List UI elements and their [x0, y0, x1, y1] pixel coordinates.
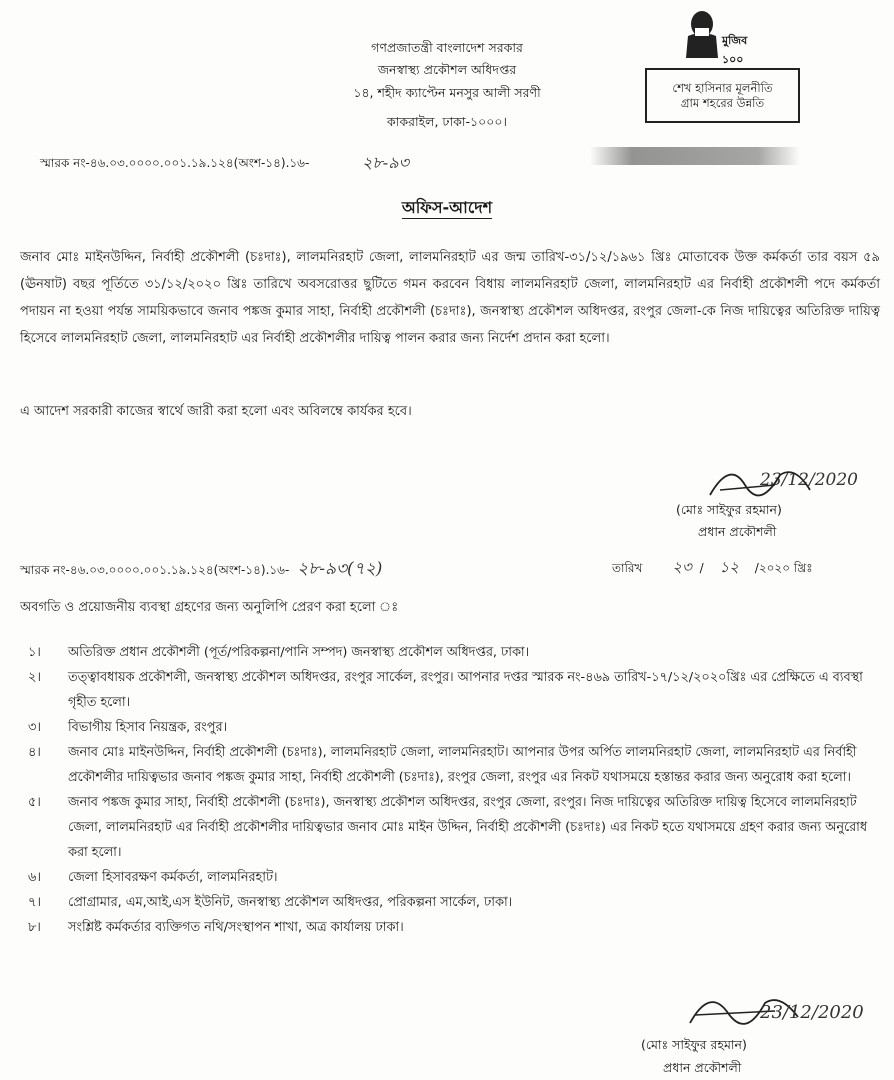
stamp-line-1: শেখ হাসিনার মূলনীতি: [672, 80, 773, 95]
slogan-stamp: [645, 68, 800, 123]
signature-2-designation: প্রধান প্রকৌশলী: [663, 1060, 742, 1075]
date-day-hand: ২৩: [672, 558, 692, 576]
list-item: ৪। জনাব মোঃ মাইনউদ্দিন, নির্বাহী প্রকৌশলী (চঃদাঃ), লালমনিরহাট জেলা, লালমনিরহাট। আপনার উপর অর্পিত লালমনিরহাট জেলা, লালমনিরহাট এর নির্বাহী প্রকৌশলীর দায়িত্বভার জনাব পঙ্কজ কুমার সাহা, নির্বাহী প্রকৌশলী (চঃদাঃ), রংপুর জেলা, রংপুর এর নিকট যথাসময়ে হস্তান্তর করার জন্য অনুরোধ করা হলো।: [28, 745, 857, 785]
header-govt: গণপ্রজাতন্ত্রী বাংলাদেশ সরকার: [371, 40, 523, 55]
cc-list: [22, 640, 882, 940]
document-title: অফিস-আদেশ: [401, 198, 493, 217]
header-address-1: ১৪, শহীদ ক্যাপ্টেন মনসুর আলী সরণী: [353, 85, 541, 100]
signature-1-date: 23/12/2020: [760, 470, 858, 490]
header-department: জনস্বাস্থ্য প্রকৌশল অধিদপ্তর: [377, 62, 517, 77]
list-item: ৩। বিভাগীয় হিসাব নিয়ন্ত্রক, রংপুর।: [28, 720, 228, 735]
list-item: ৬। জেলা হিসাবরক্ষণ কর্মকর্তা, লালমনিরহাট।: [28, 870, 278, 885]
signature-1-scribble: [700, 455, 840, 505]
logo-text: মুজিব ১০০: [722, 34, 748, 66]
list-item: ২। তত্ত্বাবধায়ক প্রকৌশলী, জনস্বাস্থ্য প্রকৌশল অধিদপ্তর, রংপুর সার্কেল, রংপুর। আপনার দপ্তর স্মারক নং-৪৬৯ তারিখ-১৭/১২/২০২০খ্রিঃ এর প্রেক্ষিতে এ ব্যবস্থা গৃহীত হলো।: [28, 670, 863, 710]
date-row: তারিখ ২৩ / ১২ /২০২০ খ্রিঃ: [612, 558, 813, 576]
redaction-blur: [590, 147, 800, 165]
signature-2-date: 23/12/2020: [760, 1002, 864, 1023]
signature-1-designation: প্রধান প্রকৌশলী: [698, 524, 777, 539]
list-item: ৮। সংশ্লিষ্ট কর্মকর্তার ব্যক্তিগত নথি/সংস্থাপন শাখা, অত্র কার্যালয় ঢাকা।: [28, 920, 404, 935]
memo-top-handwritten: ২৮-৯৩: [362, 153, 409, 172]
order-statement: এ আদেশ সরকারী কাজের স্বার্থে জারী করা হলো এবং অবিলম্বে কার্যকর হবে।: [20, 404, 412, 419]
list-item: ১। অতিরিক্ত প্রধান প্রকৌশলী (পূর্ত/পরিকল্পনা/পানি সম্পদ) জনস্বাস্থ্য প্রকৌশল অধিদপ্তর, ঢাকা।: [28, 645, 530, 660]
signature-1-name: (মোঃ সাইফুর রহমান): [676, 502, 782, 517]
memo-number-bottom: স্মারক নং-৪৬.০৩.০০০০.০০১.১৯.১২৪(অংশ-১৪).১৬- ২৮-৯৩(৭২): [20, 559, 383, 579]
mujib100-logo: [680, 6, 770, 66]
header-address-2: কাকরাইল, ঢাকা-১০০০।: [387, 114, 507, 129]
cc-intro: অবগতি ও প্রয়োজনীয় ব্যবস্থা গ্রহণের জন্য অনুলিপি প্রেরণ করা হলো ঃ: [20, 600, 399, 615]
list-item: ৭। প্রোগ্রামার, এম,আই,এস ইউনিট, জনস্বাস্থ্য প্রকৌশল অধিদপ্তর, পরিকল্পনা সার্কেল, ঢাকা।: [28, 895, 513, 910]
signature-2-name: (মোঃ সাইফুর রহমান): [641, 1037, 747, 1052]
list-item: ৫। জনাব পঙ্কজ কুমার সাহা, নির্বাহী প্রকৌশলী (চঃদাঃ), জনস্বাস্থ্য প্রকৌশল অধিদপ্তর, রংপুর জেলা, রংপুর। নিজ দায়িত্বের অতিরিক্ত দায়িত্ব হিসেবে লালমনিরহাট জেলা, লালমনিরহাট এর নির্বাহী প্রকৌশলীর দায়িত্বভার জনাব মোঃ মাইন উদ্দিন, নির্বাহী প্রকৌশলী (চঃদাঃ) এর নিকট হতে যথাসময়ে গ্রহণ করার জন্য অনুরোধ করা হলো।: [28, 795, 868, 860]
memo-number-top: স্মারক নং-৪৬.০৩.০০০০.০০১.১৯.১২৪(অংশ-১৪).১৬-: [40, 156, 310, 170]
body-paragraph: জনাব মোঃ মাইনউদ্দিন, নির্বাহী প্রকৌশলী (চঃদাঃ), লালমনিরহাট জেলা, লালমনিরহাট এর জন্ম তারিখ-৩১/১২/১৯৬১ খ্রিঃ মোতাবেক উক্ত কর্মকর্তা তার বয়স ৫৯ (ঊনষাট) বছর পূর্তিতে ৩১/১২/২০২০ খ্রিঃ তারিখে অবসরোত্তর ছুটিতে গমন করবেন বিধায় লালমনিরহাট জেলা, লালমনিরহাট এর নির্বাহী প্রকৌশলী পদে কর্মকর্তা পদায়ন না হওয়া পর্যন্ত সাময়িকভাবে জনাব পঙ্কজ কুমার সাহা, নির্বাহী প্রকৌশলী (চঃদাঃ), জনস্বাস্থ্য প্রকৌশল অধিদপ্তর, রংপুর জেলা-কে নিজ দায়িত্বের অতিরিক্ত দায়িত্ব হিসেবে লালমনিরহাট জেলা, লালমনিরহাট এর নির্বাহী প্রকৌশলীর দায়িত্ব পালন করার জন্য নির্দেশ প্রদান করা হলো।: [20, 250, 880, 346]
date-month-hand: ১২: [719, 558, 739, 576]
stamp-line-2: গ্রাম শহরের উন্নতি: [680, 95, 765, 110]
memo-bottom-handwritten: ২৮-৯৩(৭২): [297, 559, 383, 579]
